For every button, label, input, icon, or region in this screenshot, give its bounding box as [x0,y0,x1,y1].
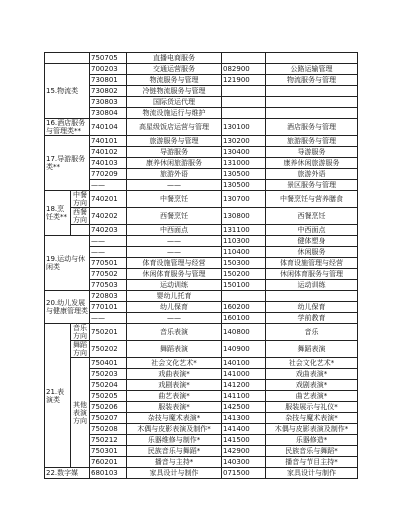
code2-cell: 110400 [222,247,266,258]
name2-cell: 服装展示与礼仪* [266,402,358,413]
name2-cell: 音乐 [266,324,358,341]
name-cell: 乐器维修与制作* [127,435,222,446]
group-cell: 20.幼儿发展与健康管理类 [45,291,90,324]
code2-cell: 130400 [222,147,266,158]
code-cell: 750204 [90,380,127,391]
group-cell: 19.运动与休闲类 [45,236,90,291]
name2-cell: 舞蹈表演 [266,341,358,358]
name-cell: 体育设施管理与经营 [127,258,222,269]
code2-cell: 141500 [222,435,266,446]
code2-cell: 130500 [222,180,266,191]
code-cell: 740202 [90,208,127,225]
code2-cell: 141000 [222,369,266,380]
code-cell: 740201 [90,191,127,208]
name2-cell: 中西面点 [266,225,358,236]
name2-cell: 西餐烹饪 [266,208,358,225]
name2-cell: 健体塑身 [266,236,358,247]
code2-cell: 131000 [222,158,266,169]
name2-cell: 运动训练 [266,280,358,291]
name-cell: 中西面点 [127,225,222,236]
table-row [45,446,358,457]
code2-cell: 082900 [222,64,266,75]
table-row [45,191,358,208]
table-row [45,258,358,269]
code-cell: 750401 [90,358,127,369]
name2-cell: 戏曲表演* [266,369,358,380]
name2-cell: 杂技与魔术表演* [266,413,358,424]
name-cell: 导游服务 [127,147,222,158]
group-cell: 22.数字媒 [45,468,90,479]
name-cell: 曲艺表演* [127,391,222,402]
table-row [45,236,358,247]
code-cell: 740104 [90,119,127,136]
table-row [45,269,358,280]
table-row [45,302,358,313]
table-row [45,358,358,369]
name2-cell: 中餐烹饪与营养膳食 [266,191,358,208]
table-row [45,424,358,435]
name2-cell: 景区服务与管理 [266,180,358,191]
code-cell: 750705 [90,53,127,64]
name2-cell [266,86,358,97]
code2-cell: 141100 [222,391,266,402]
name2-cell: 乐器修造* [266,435,358,446]
name-cell: 社会文化艺术* [127,358,222,369]
name-cell: 家具设计与制作 [127,468,222,479]
name2-cell: 康养休闲旅游服务 [266,158,358,169]
code-cell: 750202 [90,341,127,358]
table-row [45,86,358,97]
table-row [45,108,358,119]
code2-cell [222,97,266,108]
code-cell: 680103 [90,468,127,479]
table-row [45,380,358,391]
table-row [45,247,358,258]
name2-cell: 戏剧表演* [266,380,358,391]
name2-cell: 民族音乐与舞蹈* [266,446,358,457]
name2-cell: 休闲体育服务与管理 [266,269,358,280]
major-table [44,52,358,479]
name2-cell: 物流服务与管理 [266,75,358,86]
code2-cell: 140300 [222,457,266,468]
name2-cell: 酒店服务与管理 [266,119,358,136]
name2-cell: 旅游外语 [266,169,358,180]
name2-cell: 公路运输管理 [266,64,358,75]
table-row [45,324,358,341]
table-row [45,391,358,402]
name-cell: 交通运营服务 [127,64,222,75]
name2-cell: 体育设施管理与经营 [266,258,358,269]
name-cell: 戏剧表演* [127,380,222,391]
table-row [45,119,358,136]
code2-cell: 142900 [222,446,266,457]
name-cell: 旅游服务与管理 [127,136,222,147]
group-cell: 17.导游服务类** [45,136,90,191]
code2-cell [222,108,266,119]
code-cell: 740103 [90,158,127,169]
table-row [45,97,358,108]
direction-cell: 西餐方向 [71,208,90,225]
code2-cell: 150100 [222,280,266,291]
code-cell: 750206 [90,402,127,413]
name2-cell: 旅游服务与管理 [266,136,358,147]
name-cell: 舞蹈表演 [127,341,222,358]
code2-cell: 071500 [222,468,266,479]
direction-cell: 其他表演方向 [71,358,90,468]
code2-cell: 150300 [222,258,266,269]
code2-cell: 110300 [222,236,266,247]
code-cell: 750203 [90,369,127,380]
group-cell [45,53,90,64]
name-cell: 高星级饭店运营与管理 [127,119,222,136]
name-cell: 物流设施运行与维护 [127,108,222,119]
code2-cell: 130500 [222,169,266,180]
table-row [45,75,358,86]
group-cell: 15.物流类 [45,64,90,119]
table-row [45,341,358,358]
code2-cell: 141400 [222,424,266,435]
group-cell: 18.烹饪类** [45,191,71,236]
name2-cell: 社会文化艺术* [266,358,358,369]
name-cell: 婴幼儿托育 [127,291,222,302]
table-row [45,169,358,180]
code2-cell: 140800 [222,324,266,341]
name-cell: 西餐烹饪 [127,208,222,225]
name2-cell [266,108,358,119]
name2-cell: 学前教育 [266,313,358,324]
table-row [45,313,358,324]
code2-cell: 160100 [222,313,266,324]
group-cell: 21.表演类 [45,324,71,468]
name-cell: 服装表演* [127,402,222,413]
name-cell: 杂技与魔术表演* [127,413,222,424]
code-cell: 770502 [90,269,127,280]
table-row [45,402,358,413]
code-cell: 760201 [90,457,127,468]
table-row [45,64,358,75]
code-cell: 750301 [90,446,127,457]
code-cell: 750205 [90,391,127,402]
code2-cell: 121900 [222,75,266,86]
name-cell: —— [127,313,222,324]
name2-cell [266,53,358,64]
name-cell: 旅游外语 [127,169,222,180]
code-cell: 750208 [90,424,127,435]
code2-cell: 130800 [222,208,266,225]
name-cell: 直播电商服务 [127,53,222,64]
name-cell: 冷链物流服务与管理 [127,86,222,97]
name-cell: —— [127,236,222,247]
name2-cell: 家具设计与制作 [266,468,358,479]
name2-cell: 休闲服务 [266,247,358,258]
name2-cell: 木偶与皮影表演及制作* [266,424,358,435]
name2-cell: 幼儿保育 [266,302,358,313]
code2-cell [222,291,266,302]
table-row [45,413,358,424]
code2-cell [222,53,266,64]
table-row [45,280,358,291]
table-row [45,369,358,380]
code2-cell: 142500 [222,402,266,413]
code-cell: 750212 [90,435,127,446]
name-cell: 音乐表演 [127,324,222,341]
table-row [45,457,358,468]
name-cell: 中餐烹饪 [127,191,222,208]
name-cell: —— [127,180,222,191]
code-cell: 730804 [90,108,127,119]
name2-cell: 导游服务 [266,147,358,158]
code-cell: 770503 [90,280,127,291]
code-cell: 740102 [90,147,127,158]
table-row [45,208,358,225]
code-cell: —— [90,313,127,324]
direction-cell: 音乐方向 [71,324,90,341]
code2-cell: 150200 [222,269,266,280]
code-cell: 770209 [90,169,127,180]
code2-cell: 140100 [222,358,266,369]
code-cell: 700203 [90,64,127,75]
name-cell: 木偶与皮影表演及制作* [127,424,222,435]
code2-cell [222,86,266,97]
code-cell: 770101 [90,302,127,313]
code-cell: —— [90,247,127,258]
code-cell: 730802 [90,86,127,97]
table-row [45,147,358,158]
group-cell: 16.酒店服务与管理类** [45,119,90,136]
code-cell: —— [90,180,127,191]
code-cell: 750201 [90,324,127,341]
table-row [45,468,358,479]
direction-cell: 舞蹈方向 [71,341,90,358]
name-cell: 物流服务与管理 [127,75,222,86]
name2-cell: 曲艺表演* [266,391,358,402]
code2-cell: 131100 [222,225,266,236]
code-cell: 720803 [90,291,127,302]
code-cell: 730803 [90,97,127,108]
code2-cell: 140900 [222,341,266,358]
table-row [45,291,358,302]
table-row [45,225,358,236]
code2-cell: 130700 [222,191,266,208]
code2-cell: 130200 [222,136,266,147]
code-cell: 740101 [90,136,127,147]
code-cell: —— [90,236,127,247]
table-row [45,180,358,191]
name-cell: 运动训练 [127,280,222,291]
name-cell: 国际货运代理 [127,97,222,108]
code2-cell: 141200 [222,380,266,391]
code-cell: 730801 [90,75,127,86]
table-row [45,136,358,147]
code-cell: 770501 [90,258,127,269]
table-row [45,53,358,64]
name2-cell [266,97,358,108]
direction-cell: 中餐方向 [71,191,90,208]
name-cell: 幼儿保育 [127,302,222,313]
name-cell: —— [127,247,222,258]
code2-cell: 130100 [222,119,266,136]
name-cell: 康养休闲旅游服务 [127,158,222,169]
code-cell: 750207 [90,413,127,424]
name2-cell [266,291,358,302]
name-cell: 民族音乐与舞蹈* [127,446,222,457]
code2-cell: 141300 [222,413,266,424]
code-cell: 740203 [90,225,127,236]
name2-cell: 播音与节目主持* [266,457,358,468]
name-cell: 播音与主持* [127,457,222,468]
table-row [45,158,358,169]
code2-cell: 160200 [222,302,266,313]
name-cell: 休闲体育服务与管理 [127,269,222,280]
table-row [45,435,358,446]
direction-cell [71,225,90,236]
name-cell: 戏曲表演* [127,369,222,380]
